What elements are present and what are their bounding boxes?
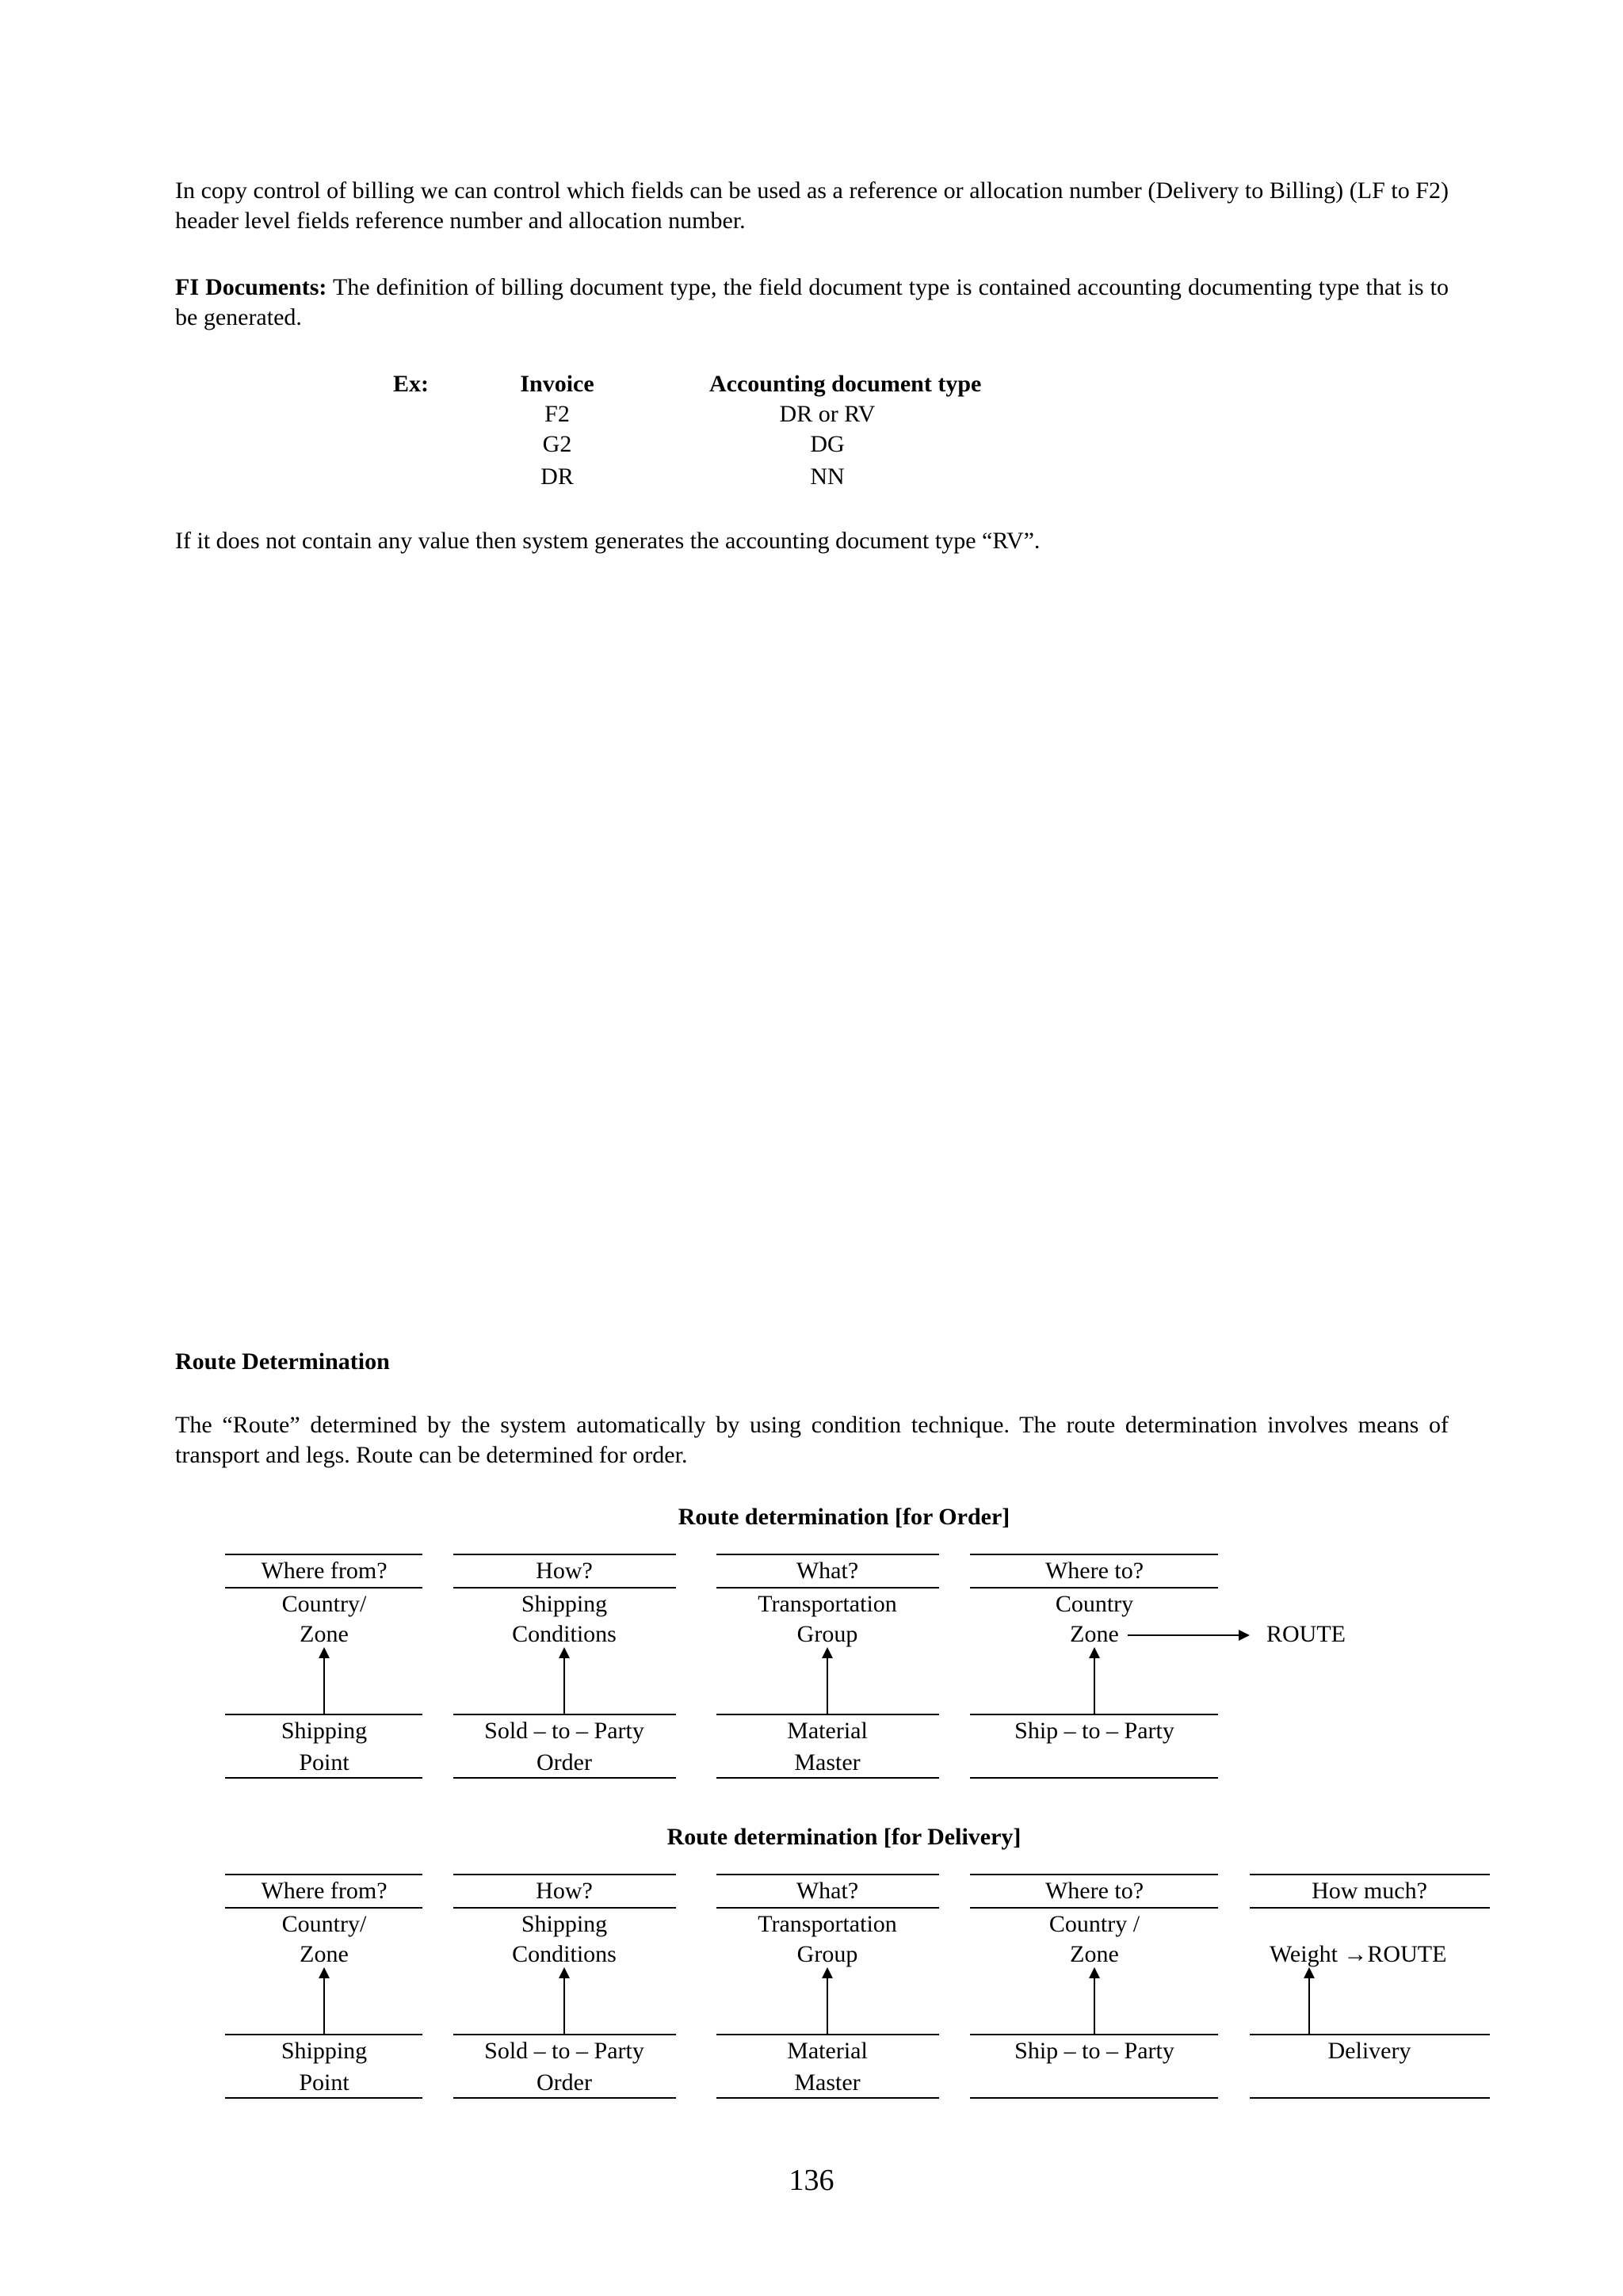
source-label: Sold – to – Party	[484, 2038, 644, 2064]
fi-documents-text: The definition of billing document type, the field document type is contained accounting documenting type that is to be generated.	[175, 274, 1449, 330]
invoice-cell: DR	[540, 463, 574, 490]
page-number: 136	[789, 2164, 834, 2197]
source-label: Order	[537, 2069, 592, 2096]
source-label: Sold – to – Party	[484, 1718, 644, 1744]
default-note: If it does not contain any value then system generates the accounting document type “RV”.	[175, 528, 1041, 554]
question-label: What?	[796, 1878, 859, 1904]
attribute-label: Shipping	[521, 1591, 608, 1617]
route-heading: Route Determination	[175, 1348, 390, 1375]
attribute-label: Zone	[1070, 1621, 1119, 1647]
attribute-label: Transportation	[758, 1911, 897, 1937]
source-label: Material	[787, 1718, 868, 1744]
source-label: Material	[787, 2038, 868, 2064]
route-paragraph: The “Route” determined by the system automatically by using condition technique. The route determination involves means of transport and legs. Route can be determined for order.	[175, 1412, 1449, 1468]
example-label: Ex:	[393, 371, 429, 397]
attribute-label: Transportation	[758, 1591, 897, 1617]
acc-doc-type-header: Accounting document type	[709, 371, 982, 397]
attribute-label: Country	[1055, 1591, 1134, 1617]
question-label: Where from?	[261, 1558, 388, 1584]
acc-type-cell: DG	[810, 431, 845, 457]
question-label: How?	[536, 1558, 593, 1584]
question-label: What?	[796, 1558, 859, 1584]
source-label: Shipping	[281, 1718, 368, 1744]
attribute-label: Group	[796, 1941, 858, 1967]
acc-type-cell: NN	[810, 463, 845, 490]
attribute-label: Conditions	[512, 1941, 617, 1967]
acc-type-cell: DR or RV	[779, 401, 876, 427]
source-label: Shipping	[281, 2038, 368, 2064]
invoice-cell: F2	[544, 401, 570, 427]
source-label: Ship – to – Party	[1014, 1718, 1174, 1744]
question-label: Where to?	[1044, 1878, 1144, 1904]
weight-route-label: Weight →ROUTE	[1270, 1941, 1447, 1967]
question-label: Where to?	[1044, 1558, 1144, 1584]
question-label: Where from?	[261, 1878, 388, 1904]
attribute-label: Conditions	[512, 1621, 617, 1647]
attribute-label: Group	[796, 1621, 858, 1647]
order-diagram-title: Route determination [for Order]	[678, 1504, 1010, 1530]
invoice-cell: G2	[542, 431, 572, 457]
attribute-label: Zone	[300, 1621, 349, 1647]
source-label: Delivery	[1327, 2038, 1411, 2064]
fi-documents-label: FI Documents:	[175, 274, 327, 300]
source-label: Order	[537, 1749, 592, 1775]
source-label: Master	[794, 2069, 861, 2096]
source-label: Ship – to – Party	[1014, 2038, 1174, 2064]
attribute-label: Zone	[1070, 1941, 1119, 1967]
attribute-label: Country /	[1048, 1911, 1140, 1937]
route-result-label: ROUTE	[1266, 1621, 1346, 1647]
question-label: How?	[536, 1878, 593, 1904]
attribute-label: Shipping	[521, 1911, 608, 1937]
attribute-label: Country/	[281, 1911, 367, 1937]
source-label: Master	[794, 1749, 861, 1775]
attribute-label: Zone	[300, 1941, 349, 1967]
source-label: Point	[299, 2069, 349, 2096]
question-label: How much?	[1312, 1878, 1427, 1904]
intro-paragraph: In copy control of billing we can control which fields can be used as a reference or allocation number (Delivery to Billing) (LF to F2) header level fields reference number and allocation number.	[175, 177, 1449, 234]
invoice-header: Invoice	[520, 371, 594, 397]
attribute-label: Country/	[281, 1591, 367, 1617]
source-label: Point	[299, 1749, 349, 1775]
delivery-diagram-title: Route determination [for Delivery]	[666, 1824, 1022, 1850]
